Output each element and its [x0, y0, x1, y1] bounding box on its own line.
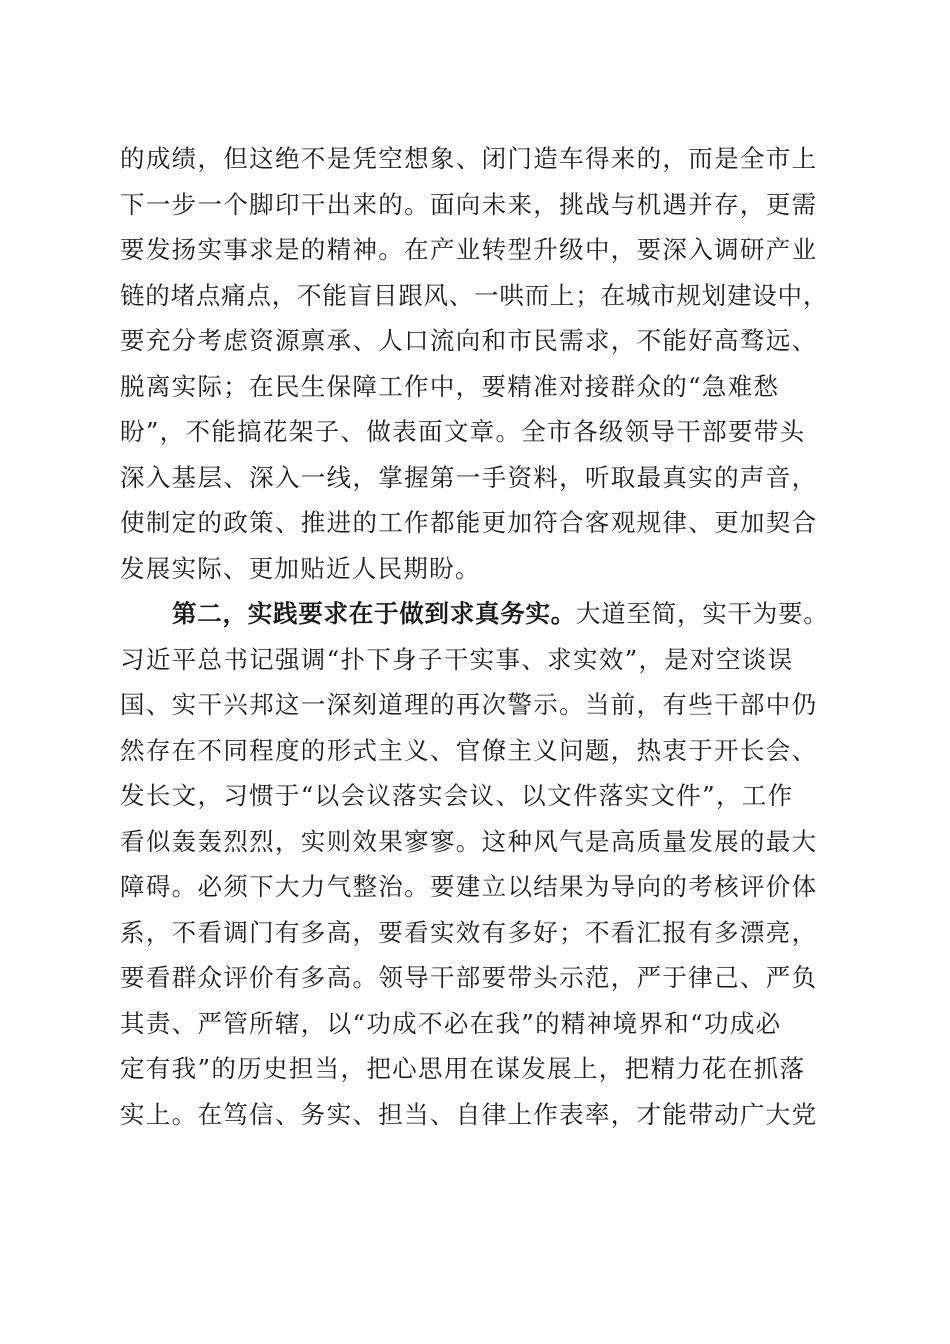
line-text: 深入基层、深入一线，掌握第一手资料，听取最真实的声音， [120, 462, 818, 492]
text-line [120, 455, 830, 501]
line-text: 链的堵点痛点，不能盲目跟风、一哄而上；在城市规划建设中， [120, 280, 829, 310]
text-line [120, 500, 830, 546]
text-line [120, 637, 830, 683]
text-line [120, 1001, 830, 1047]
line-text: 习近平总书记强调“扑下身子干实事、求实效”，是对空谈误 [120, 644, 794, 674]
text-line [120, 182, 830, 228]
text-line [120, 864, 830, 910]
body-text [120, 136, 830, 1137]
text-line [120, 1046, 830, 1092]
text-line [120, 910, 830, 956]
line-text: 发展实际、更加贴近人民期盼。 [120, 553, 481, 583]
line-text: 盼”，不能搞花架子、做表面文章。全市各级领导干部要带头 [120, 417, 806, 446]
text-line [120, 682, 830, 728]
text-line [120, 273, 830, 319]
section-lead: 第二，实践要求在于做到求真务实。 [172, 599, 576, 628]
line-text: 的成绩，但这绝不是凭空想象、闭门造车得来的，而是全市上 [120, 144, 818, 173]
text-line [120, 773, 830, 819]
line-text: 要发扬实事求是的精神。在产业转型升级中，要深入调研产业 [120, 235, 818, 264]
text-line [120, 364, 830, 410]
line-text: 实上。在笃信、务实、担当、自律上作表率，才能带动广大党 [120, 1099, 818, 1129]
line-text: 定有我”的历史担当，把心思用在谋发展上，把精力花在抓落 [120, 1054, 806, 1083]
line-text: 障碍。必须下大力气整治。要建立以结果为导向的考核评价体 [120, 872, 818, 901]
text-line [120, 819, 830, 865]
line-text: 然存在不同程度的形式主义、官僚主义问题，热衷于开长会、 [120, 735, 818, 765]
text-line [120, 409, 830, 455]
line-text: 国、实干兴邦这一深刻道理的再次警示。当前，有些干部中仍 [120, 690, 818, 719]
text-line [120, 1092, 830, 1138]
text-line [120, 546, 830, 592]
text-line [120, 591, 830, 637]
line-text: 使制定的政策、推进的工作都能更加符合客观规律、更加契合 [120, 508, 818, 537]
text-line [120, 728, 830, 774]
text-line [120, 318, 830, 364]
text-line [120, 227, 830, 273]
line-text: 下一步一个脚印干出来的。面向未来，挑战与机遇并存，更需 [120, 189, 818, 219]
text-line [120, 136, 830, 182]
line-text: 大道至简，实干为要。 [576, 599, 829, 628]
line-text: 看似轰轰烈烈，实则效果寥寥。这种风气是高质量发展的最大 [120, 826, 818, 856]
line-text: 系，不看调门有多高，要看实效有多好；不看汇报有多漂亮， [120, 917, 818, 947]
line-text: 发长文，习惯于“以会议落实会议、以文件落实文件”，工作 [120, 781, 794, 810]
line-text: 其责、严管所辖，以“功成不必在我”的精神境界和“功成必 [120, 1008, 782, 1038]
text-line [120, 955, 830, 1001]
line-text: 脱离实际；在民生保障工作中，要精准对接群众的“急难愁 [120, 371, 780, 401]
line-text: 要充分考虑资源禀承、人口流向和市民需求，不能好高骛远、 [120, 326, 818, 355]
line-text: 要看群众评价有多高。领导干部要带头示范，严于律己、严负 [120, 963, 818, 992]
